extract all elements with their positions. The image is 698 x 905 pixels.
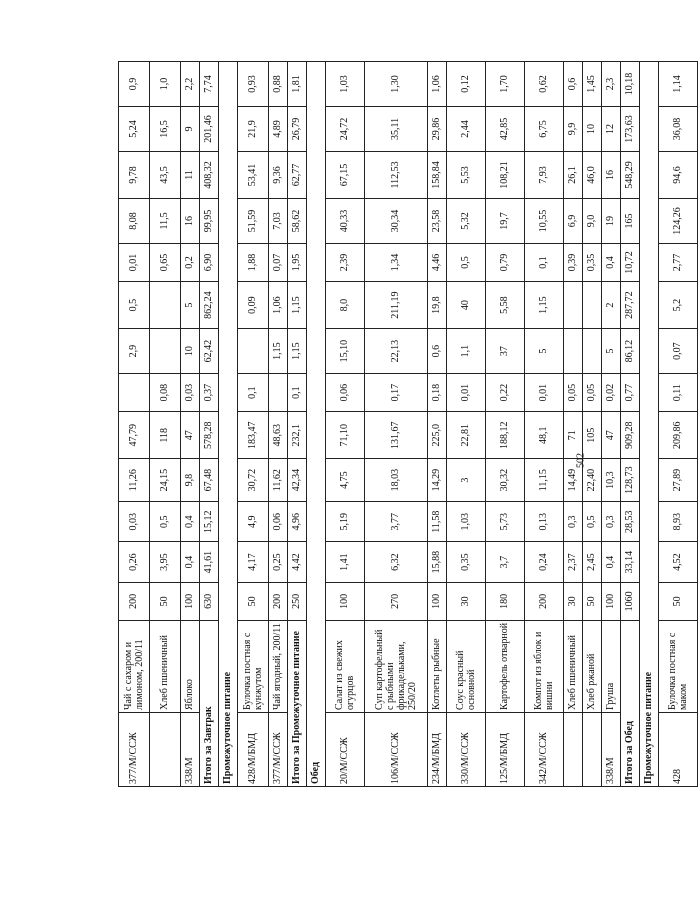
value-cell: 188,12 bbox=[486, 412, 525, 459]
recipe-code: 377/М/ССЖ bbox=[269, 712, 288, 786]
dish-name: Булочка постная с кунжутом bbox=[238, 620, 269, 712]
table-row bbox=[365, 62, 428, 787]
value-cell: 0,1 bbox=[288, 374, 307, 412]
value-cell: 26,1 bbox=[564, 151, 583, 198]
value-cell: 2,2 bbox=[181, 62, 200, 107]
value-cell: 11,5 bbox=[150, 199, 181, 244]
value-cell: 0,4 bbox=[602, 542, 621, 582]
value-cell: 37 bbox=[486, 329, 525, 374]
value-cell: 250 bbox=[288, 582, 307, 620]
value-cell: 11,26 bbox=[119, 459, 150, 502]
value-cell: 0,22 bbox=[486, 374, 525, 412]
value-cell: 2,3 bbox=[602, 62, 621, 107]
value-cell: 0,13 bbox=[525, 501, 564, 541]
section-label: Обед bbox=[307, 62, 326, 787]
value-cell: 16 bbox=[181, 199, 200, 244]
value-cell: 58,62 bbox=[288, 199, 307, 244]
value-cell: 33,14 bbox=[621, 542, 640, 582]
value-cell: 51,59 bbox=[238, 199, 269, 244]
value-cell bbox=[150, 282, 181, 329]
value-cell: 53,41 bbox=[238, 151, 269, 198]
value-cell: 5,32 bbox=[447, 199, 486, 244]
value-cell: 1,03 bbox=[447, 501, 486, 541]
recipe-code: 125/М/БМД bbox=[486, 712, 525, 786]
value-cell: 105 bbox=[583, 412, 602, 459]
recipe-code: 106/М/ССЖ bbox=[365, 712, 428, 786]
value-cell: 4,52 bbox=[659, 542, 698, 582]
table-row bbox=[326, 62, 365, 787]
value-cell: 62,42 bbox=[200, 329, 219, 374]
value-cell: 2,77 bbox=[659, 243, 698, 281]
value-cell: 35,11 bbox=[365, 106, 428, 151]
value-cell: 1060 bbox=[621, 582, 640, 620]
recipe-code: 20/М/ССЖ bbox=[326, 712, 365, 786]
value-cell: 124,26 bbox=[659, 199, 698, 244]
value-cell: 29,86 bbox=[428, 106, 447, 151]
value-cell: 2,45 bbox=[583, 542, 602, 582]
value-cell: 0,62 bbox=[525, 62, 564, 107]
value-cell: 41,61 bbox=[200, 542, 219, 582]
value-cell: 42,34 bbox=[288, 459, 307, 502]
value-cell: 21,9 bbox=[238, 106, 269, 151]
table-row bbox=[119, 62, 150, 787]
value-cell: 36,08 bbox=[659, 106, 698, 151]
value-cell: 287,72 bbox=[621, 282, 640, 329]
value-cell: 0,77 bbox=[621, 374, 640, 412]
value-cell: 22,40 bbox=[583, 459, 602, 502]
value-cell: 28,53 bbox=[621, 501, 640, 541]
value-cell: 6,32 bbox=[365, 542, 428, 582]
value-cell: 50 bbox=[659, 582, 698, 620]
value-cell: 7,74 bbox=[200, 62, 219, 107]
value-cell: 16 bbox=[602, 151, 621, 198]
value-cell: 71 bbox=[564, 412, 583, 459]
value-cell: 0,6 bbox=[428, 329, 447, 374]
value-cell: 408,32 bbox=[200, 151, 219, 198]
value-cell: 5,19 bbox=[326, 501, 365, 541]
value-cell: 118 bbox=[150, 412, 181, 459]
value-cell: 22,13 bbox=[365, 329, 428, 374]
value-cell: 0,5 bbox=[447, 243, 486, 281]
value-cell: 18,03 bbox=[365, 459, 428, 502]
value-cell: 3,95 bbox=[150, 542, 181, 582]
value-cell: 0,11 bbox=[659, 374, 698, 412]
value-cell: 30 bbox=[564, 582, 583, 620]
value-cell: 0,39 bbox=[564, 243, 583, 281]
value-cell: 10,55 bbox=[525, 199, 564, 244]
table-row bbox=[269, 62, 288, 787]
value-cell: 67,48 bbox=[200, 459, 219, 502]
value-cell: 209,86 bbox=[659, 412, 698, 459]
value-cell: 0,4 bbox=[181, 542, 200, 582]
value-cell: 5,53 bbox=[447, 151, 486, 198]
value-cell: 7,93 bbox=[525, 151, 564, 198]
value-cell: 0,02 bbox=[602, 374, 621, 412]
value-cell: 270 bbox=[365, 582, 428, 620]
recipe-code: 342/М/ССЖ bbox=[525, 712, 564, 786]
value-cell: 14,29 bbox=[428, 459, 447, 502]
value-cell: 0,06 bbox=[326, 374, 365, 412]
value-cell: 158,84 bbox=[428, 151, 447, 198]
recipe-code bbox=[583, 712, 602, 786]
total-label: Итого за Обед bbox=[621, 620, 640, 786]
page-number: 502 bbox=[575, 453, 587, 468]
nutrition-table bbox=[118, 61, 698, 787]
table-row bbox=[238, 62, 269, 787]
value-cell: 128,73 bbox=[621, 459, 640, 502]
value-cell: 30,72 bbox=[238, 459, 269, 502]
value-cell: 200 bbox=[119, 582, 150, 620]
value-cell bbox=[150, 329, 181, 374]
value-cell: 1,70 bbox=[486, 62, 525, 107]
dish-name: Соус красный основной bbox=[447, 620, 486, 712]
value-cell: 0,07 bbox=[269, 243, 288, 281]
value-cell: 2,44 bbox=[447, 106, 486, 151]
value-cell: 9,0 bbox=[583, 199, 602, 244]
value-cell: 578,28 bbox=[200, 412, 219, 459]
value-cell: 0,37 bbox=[200, 374, 219, 412]
value-cell: 108,21 bbox=[486, 151, 525, 198]
value-cell: 47 bbox=[602, 412, 621, 459]
nutrition-table-body bbox=[119, 62, 698, 787]
value-cell: 0,08 bbox=[150, 374, 181, 412]
value-cell: 4,96 bbox=[288, 501, 307, 541]
value-cell: 112,53 bbox=[365, 151, 428, 198]
value-cell: 5,73 bbox=[486, 501, 525, 541]
total-label: Итого за Промежуточное питание bbox=[288, 620, 307, 786]
value-cell: 48,63 bbox=[269, 412, 288, 459]
value-cell: 19 bbox=[602, 199, 621, 244]
value-cell: 46,0 bbox=[583, 151, 602, 198]
value-cell: 5 bbox=[602, 329, 621, 374]
value-cell: 4,9 bbox=[238, 501, 269, 541]
value-cell: 9,9 bbox=[564, 106, 583, 151]
value-cell: 100 bbox=[602, 582, 621, 620]
value-cell bbox=[238, 329, 269, 374]
value-cell: 71,10 bbox=[326, 412, 365, 459]
value-cell: 0,3 bbox=[602, 501, 621, 541]
value-cell: 11,62 bbox=[269, 459, 288, 502]
value-cell: 1,0 bbox=[150, 62, 181, 107]
value-cell: 4,17 bbox=[238, 542, 269, 582]
value-cell: 630 bbox=[200, 582, 219, 620]
value-cell: 0,17 bbox=[365, 374, 428, 412]
value-cell: 1,81 bbox=[288, 62, 307, 107]
value-cell: 0,65 bbox=[150, 243, 181, 281]
value-cell: 7,03 bbox=[269, 199, 288, 244]
value-cell: 43,5 bbox=[150, 151, 181, 198]
value-cell: 0,5 bbox=[583, 501, 602, 541]
recipe-code: 428/М/БМД bbox=[238, 712, 269, 786]
table-row bbox=[428, 62, 447, 787]
value-cell: 2,39 bbox=[326, 243, 365, 281]
value-cell bbox=[119, 374, 150, 412]
value-cell: 1,06 bbox=[269, 282, 288, 329]
value-cell: 3,7 bbox=[486, 542, 525, 582]
section-row bbox=[219, 62, 238, 787]
value-cell: 10,3 bbox=[602, 459, 621, 502]
value-cell: 183,47 bbox=[238, 412, 269, 459]
value-cell: 27,89 bbox=[659, 459, 698, 502]
section-row bbox=[640, 62, 659, 787]
value-cell: 862,24 bbox=[200, 282, 219, 329]
recipe-code: 377/М/ССЖ bbox=[119, 712, 150, 786]
section-label: Промежуточное питание bbox=[640, 62, 659, 787]
value-cell: 26,79 bbox=[288, 106, 307, 151]
value-cell: 30 bbox=[447, 582, 486, 620]
value-cell: 1,88 bbox=[238, 243, 269, 281]
value-cell: 16,5 bbox=[150, 106, 181, 151]
value-cell: 47 bbox=[181, 412, 200, 459]
value-cell: 0,25 bbox=[269, 542, 288, 582]
value-cell: 0,05 bbox=[564, 374, 583, 412]
table-row bbox=[486, 62, 525, 787]
value-cell: 9,36 bbox=[269, 151, 288, 198]
value-cell: 8,08 bbox=[119, 199, 150, 244]
value-cell: 1,15 bbox=[288, 282, 307, 329]
value-cell: 15,12 bbox=[200, 501, 219, 541]
total-row bbox=[288, 62, 307, 787]
value-cell: 1,15 bbox=[269, 329, 288, 374]
value-cell: 0,9 bbox=[119, 62, 150, 107]
value-cell: 0,1 bbox=[525, 243, 564, 281]
dish-name: Яблоко bbox=[181, 620, 200, 712]
value-cell: 11,58 bbox=[428, 501, 447, 541]
value-cell: 0,03 bbox=[181, 374, 200, 412]
table-row bbox=[602, 62, 621, 787]
recipe-code bbox=[564, 712, 583, 786]
value-cell: 62,77 bbox=[288, 151, 307, 198]
value-cell: 0,05 bbox=[583, 374, 602, 412]
value-cell: 0,01 bbox=[525, 374, 564, 412]
value-cell: 1,14 bbox=[659, 62, 698, 107]
value-cell: 50 bbox=[150, 582, 181, 620]
value-cell: 2,37 bbox=[564, 542, 583, 582]
value-cell: 6,9 bbox=[564, 199, 583, 244]
value-cell: 548,29 bbox=[621, 151, 640, 198]
dish-name: Хлеб пшеничный bbox=[564, 620, 583, 712]
value-cell: 0,01 bbox=[447, 374, 486, 412]
value-cell: 200 bbox=[269, 582, 288, 620]
value-cell: 2 bbox=[602, 282, 621, 329]
value-cell: 40 bbox=[447, 282, 486, 329]
dish-name: Чай с сахаром и лимоном, 200/11 bbox=[119, 620, 150, 712]
value-cell: 14,49 bbox=[564, 459, 583, 502]
value-cell: 47,79 bbox=[119, 412, 150, 459]
recipe-code bbox=[150, 712, 181, 786]
dish-name: Хлеб ржаной bbox=[583, 620, 602, 712]
value-cell: 1,06 bbox=[428, 62, 447, 107]
value-cell: 0,24 bbox=[525, 542, 564, 582]
value-cell: 19,7 bbox=[486, 199, 525, 244]
value-cell bbox=[583, 282, 602, 329]
table-row bbox=[525, 62, 564, 787]
value-cell: 12 bbox=[602, 106, 621, 151]
value-cell: 0,93 bbox=[238, 62, 269, 107]
value-cell: 48,1 bbox=[525, 412, 564, 459]
value-cell: 1,15 bbox=[525, 282, 564, 329]
value-cell: 1,1 bbox=[447, 329, 486, 374]
value-cell: 1,95 bbox=[288, 243, 307, 281]
value-cell: 0,26 bbox=[119, 542, 150, 582]
recipe-code: 330/М/ССЖ bbox=[447, 712, 486, 786]
rotated-table-wrapper bbox=[118, 61, 698, 787]
value-cell: 211,19 bbox=[365, 282, 428, 329]
value-cell: 165 bbox=[621, 199, 640, 244]
value-cell: 0,4 bbox=[181, 501, 200, 541]
value-cell: 19,8 bbox=[428, 282, 447, 329]
value-cell: 30,34 bbox=[365, 199, 428, 244]
table-row bbox=[447, 62, 486, 787]
value-cell: 8,0 bbox=[326, 282, 365, 329]
value-cell: 100 bbox=[428, 582, 447, 620]
value-cell: 15,10 bbox=[326, 329, 365, 374]
table-row bbox=[583, 62, 602, 787]
value-cell bbox=[564, 282, 583, 329]
value-cell: 0,35 bbox=[583, 243, 602, 281]
value-cell: 0,2 bbox=[181, 243, 200, 281]
value-cell: 0,01 bbox=[119, 243, 150, 281]
dish-name: Хлеб пшеничный bbox=[150, 620, 181, 712]
value-cell: 1,41 bbox=[326, 542, 365, 582]
value-cell: 10,72 bbox=[621, 243, 640, 281]
dish-name: Суп картофельный с рыбными фрикадельками, 250/20 bbox=[365, 620, 428, 712]
dish-name: Котлеты рыбные bbox=[428, 620, 447, 712]
value-cell: 9,78 bbox=[119, 151, 150, 198]
value-cell: 225,0 bbox=[428, 412, 447, 459]
section-label: Промежуточное питание bbox=[219, 62, 238, 787]
value-cell: 3 bbox=[447, 459, 486, 502]
dish-name: Булочка постная с маком bbox=[659, 620, 698, 712]
value-cell: 100 bbox=[326, 582, 365, 620]
value-cell: 22,81 bbox=[447, 412, 486, 459]
value-cell: 201,46 bbox=[200, 106, 219, 151]
value-cell: 6,90 bbox=[200, 243, 219, 281]
dish-name: Чай ягодный, 200/11 bbox=[269, 620, 288, 712]
value-cell: 0,88 bbox=[269, 62, 288, 107]
value-cell: 50 bbox=[583, 582, 602, 620]
total-row bbox=[200, 62, 219, 787]
value-cell: 86,12 bbox=[621, 329, 640, 374]
value-cell: 1,30 bbox=[365, 62, 428, 107]
value-cell: 15,88 bbox=[428, 542, 447, 582]
dish-name: Картофель отварной bbox=[486, 620, 525, 712]
total-row bbox=[621, 62, 640, 787]
value-cell: 200 bbox=[525, 582, 564, 620]
value-cell: 42,85 bbox=[486, 106, 525, 151]
value-cell: 5 bbox=[181, 282, 200, 329]
value-cell: 30,32 bbox=[486, 459, 525, 502]
value-cell: 0,6 bbox=[564, 62, 583, 107]
value-cell: 0,35 bbox=[447, 542, 486, 582]
value-cell: 67,15 bbox=[326, 151, 365, 198]
value-cell: 0,06 bbox=[269, 501, 288, 541]
value-cell: 10 bbox=[583, 106, 602, 151]
value-cell: 10 bbox=[181, 329, 200, 374]
value-cell: 5,2 bbox=[659, 282, 698, 329]
value-cell: 100 bbox=[181, 582, 200, 620]
value-cell: 131,67 bbox=[365, 412, 428, 459]
total-label: Итого за Завтрак bbox=[200, 620, 219, 786]
value-cell: 909,28 bbox=[621, 412, 640, 459]
value-cell: 11 bbox=[181, 151, 200, 198]
table-row bbox=[150, 62, 181, 787]
value-cell: 3,77 bbox=[365, 501, 428, 541]
section-row bbox=[307, 62, 326, 787]
value-cell: 0,5 bbox=[150, 501, 181, 541]
value-cell: 0,12 bbox=[447, 62, 486, 107]
value-cell: 9 bbox=[181, 106, 200, 151]
value-cell: 0,3 bbox=[564, 501, 583, 541]
dish-name: Салат из свежих огурцов bbox=[326, 620, 365, 712]
value-cell: 40,33 bbox=[326, 199, 365, 244]
value-cell: 0,07 bbox=[659, 329, 698, 374]
value-cell: 8,93 bbox=[659, 501, 698, 541]
value-cell: 5,24 bbox=[119, 106, 150, 151]
value-cell: 1,15 bbox=[288, 329, 307, 374]
value-cell: 0,1 bbox=[238, 374, 269, 412]
value-cell: 0,5 bbox=[119, 282, 150, 329]
recipe-code: 338/М bbox=[181, 712, 200, 786]
value-cell: 0,4 bbox=[602, 243, 621, 281]
value-cell: 94,6 bbox=[659, 151, 698, 198]
value-cell: 99,95 bbox=[200, 199, 219, 244]
value-cell: 1,03 bbox=[326, 62, 365, 107]
value-cell bbox=[583, 329, 602, 374]
table-row bbox=[659, 62, 698, 787]
value-cell: 2,9 bbox=[119, 329, 150, 374]
value-cell: 4,46 bbox=[428, 243, 447, 281]
value-cell: 4,42 bbox=[288, 542, 307, 582]
value-cell: 23,58 bbox=[428, 199, 447, 244]
value-cell: 6,75 bbox=[525, 106, 564, 151]
value-cell: 4,75 bbox=[326, 459, 365, 502]
value-cell bbox=[564, 329, 583, 374]
recipe-code: 338/М bbox=[602, 712, 621, 786]
value-cell: 11,15 bbox=[525, 459, 564, 502]
value-cell: 5,58 bbox=[486, 282, 525, 329]
table-row bbox=[564, 62, 583, 787]
value-cell: 4,89 bbox=[269, 106, 288, 151]
value-cell: 10,18 bbox=[621, 62, 640, 107]
value-cell: 24,15 bbox=[150, 459, 181, 502]
value-cell: 0,18 bbox=[428, 374, 447, 412]
value-cell: 232,1 bbox=[288, 412, 307, 459]
value-cell bbox=[269, 374, 288, 412]
value-cell: 5 bbox=[525, 329, 564, 374]
value-cell: 0,09 bbox=[238, 282, 269, 329]
value-cell: 173,63 bbox=[621, 106, 640, 151]
dish-name: Компот из яблок и вишни bbox=[525, 620, 564, 712]
value-cell: 1,34 bbox=[365, 243, 428, 281]
value-cell: 24,72 bbox=[326, 106, 365, 151]
value-cell: 0,79 bbox=[486, 243, 525, 281]
value-cell: 50 bbox=[238, 582, 269, 620]
recipe-code: 234/М/БМД bbox=[428, 712, 447, 786]
value-cell: 0,03 bbox=[119, 501, 150, 541]
recipe-code: 428 bbox=[659, 712, 698, 786]
dish-name: Груша bbox=[602, 620, 621, 712]
value-cell: 1,45 bbox=[583, 62, 602, 107]
value-cell: 9,8 bbox=[181, 459, 200, 502]
table-row bbox=[181, 62, 200, 787]
value-cell: 180 bbox=[486, 582, 525, 620]
